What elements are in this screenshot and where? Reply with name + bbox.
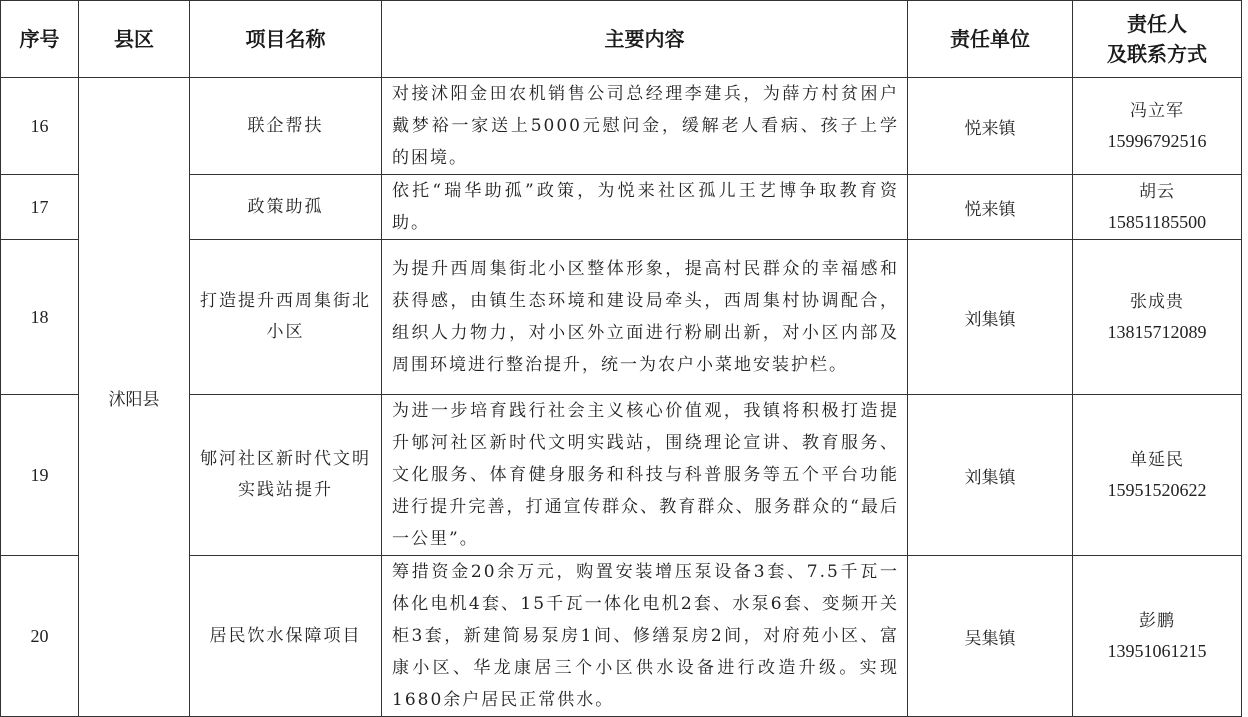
- project-name: 联企帮扶: [190, 78, 382, 175]
- header-content: 主要内容: [382, 1, 908, 78]
- header-row: [1, 1, 1242, 78]
- project-name: 政策助孤: [190, 175, 382, 240]
- project-content: 为提升西周集街北小区整体形象，提高村民群众的幸福感和获得感，由镇生态环境和建设局牵头，西周集村协调配合，组织人力物力，对小区外立面进行粉刷出新，对小区内部及周围环境进行整治提升，统一为农户小菜地安装护栏。: [382, 240, 908, 395]
- contact-cell: [1073, 556, 1242, 717]
- header-person-line1: 责任人: [1127, 12, 1187, 36]
- responsible-unit: 吴集镇: [908, 556, 1073, 717]
- header-project: 项目名称: [190, 1, 382, 78]
- row-no: 20: [1, 556, 79, 717]
- contact-name: 彭鹏: [1139, 611, 1175, 631]
- county-cell: 沭阳县: [79, 78, 190, 717]
- header-county: 县区: [79, 1, 190, 78]
- contact-name: 张成贵: [1130, 292, 1184, 312]
- responsible-unit: 刘集镇: [908, 240, 1073, 395]
- row-no: 18: [1, 240, 79, 395]
- contact-name: 胡云: [1139, 182, 1175, 202]
- table-row: [1, 78, 1242, 175]
- contact-cell: [1073, 175, 1242, 240]
- contact-phone: 13951061215: [1107, 641, 1207, 661]
- responsible-unit: 刘集镇: [908, 395, 1073, 556]
- responsible-unit: 悦来镇: [908, 175, 1073, 240]
- contact-name: 冯立军: [1130, 101, 1184, 121]
- header-person: [1073, 1, 1242, 78]
- contact-phone: 15951520622: [1107, 480, 1207, 500]
- project-content: 筹措资金20余万元，购置安装增压泵设备3套、7.5千瓦一体化电机4套、15千瓦一体化电机2套、水泵6套、变频开关柜3套，新建简易泵房1间、修缮泵房2间，对府苑小区、富康小区、华龙康居三个小区供水设备进行改造升级。实现1680余户居民正常供水。: [382, 556, 908, 717]
- project-name: 居民饮水保障项目: [190, 556, 382, 717]
- row-no: 16: [1, 78, 79, 175]
- contact-phone: 15851185500: [1107, 212, 1207, 232]
- contact-phone: 15996792516: [1107, 131, 1207, 151]
- header-unit: 责任单位: [908, 1, 1073, 78]
- project-name: 郇河社区新时代文明实践站提升: [190, 395, 382, 556]
- contact-phone: 13815712089: [1107, 322, 1207, 342]
- project-content: 对接沭阳金田农机销售公司总经理李建兵，为薛方村贫困户戴梦裕一家送上5000元慰问金，缓解老人看病、孩子上学的困境。: [382, 78, 908, 175]
- header-person-line2: 及联系方式: [1107, 42, 1207, 66]
- contact-name: 单延民: [1130, 450, 1184, 470]
- contact-cell: [1073, 240, 1242, 395]
- project-name: 打造提升西周集街北小区: [190, 240, 382, 395]
- project-content: 依托“瑞华助孤”政策，为悦来社区孤儿王艺博争取教育资助。: [382, 175, 908, 240]
- contact-cell: [1073, 395, 1242, 556]
- header-no: 序号: [1, 1, 79, 78]
- row-no: 17: [1, 175, 79, 240]
- contact-cell: [1073, 78, 1242, 175]
- responsible-unit: 悦来镇: [908, 78, 1073, 175]
- row-no: 19: [1, 395, 79, 556]
- project-content: 为进一步培育践行社会主义核心价值观，我镇将积极打造提升郇河社区新时代文明实践站，围绕理论宣讲、教育服务、文化服务、体育健身服务和科技与科普服务等五个平台功能进行提升完善，打通宣传群众、教育群众、服务群众的“最后一公里”。: [382, 395, 908, 556]
